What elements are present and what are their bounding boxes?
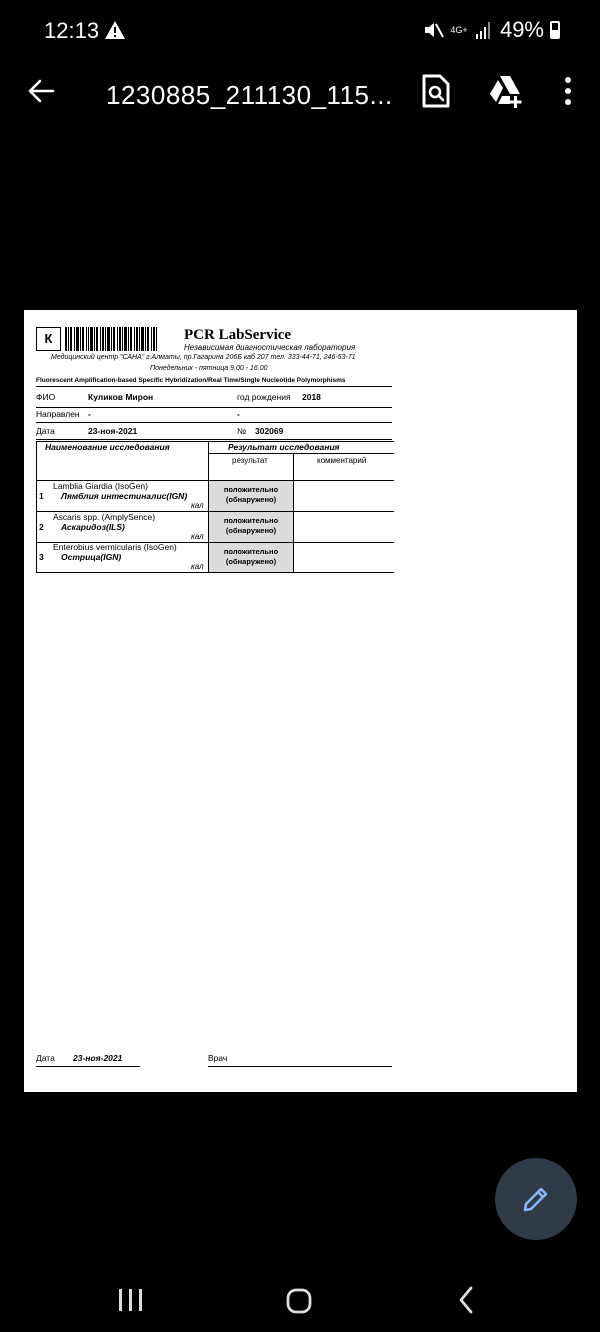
lab-address: Медицинский центр "САНА" г.Алматы, пр.Гагарина 206Б каб 207 тел. 333-44-71, 246-53-71 <box>51 354 356 361</box>
birth-label: год рождения <box>237 392 291 402</box>
referred-label: Направлен <box>36 409 80 419</box>
divider <box>36 407 392 408</box>
network-type: 4G+ <box>450 24 468 35</box>
barcode-image <box>65 327 157 351</box>
row-1-name: Lamblia Giardia (IsoGen) <box>53 481 148 491</box>
birth-value: 2018 <box>302 392 321 402</box>
col-test-header: Наименование исследования <box>45 442 170 452</box>
signal-icon <box>474 20 494 40</box>
row-3-result: положительно (обнаружено) <box>209 543 293 572</box>
divider <box>36 422 392 423</box>
document-page[interactable] <box>24 310 577 1092</box>
row-3-num: 3 <box>39 552 44 562</box>
lab-name: PCR LabService <box>184 327 292 343</box>
battery-icon <box>550 21 560 39</box>
date-label: Дата <box>36 426 55 436</box>
referred-value-2: - <box>237 409 240 419</box>
row-2-result: положительно (обнаружено) <box>209 512 293 542</box>
status-right <box>422 16 560 44</box>
row-3-name-ru: Острица(IGN) <box>61 552 122 562</box>
app-bar <box>0 60 600 124</box>
method-line: Fluorescent Amplification-based Specific Hybridization/Real Time/Single Nucleotide Polymorphisms <box>36 377 392 387</box>
col-result-header: результат <box>232 456 268 465</box>
status-bar <box>0 0 600 60</box>
find-in-page-icon[interactable] <box>420 74 452 108</box>
row-3-material: кал <box>191 562 204 571</box>
nav-back-icon[interactable] <box>458 1286 474 1314</box>
fio-value: Куликов Мирон <box>88 392 154 402</box>
referred-value: - <box>88 409 91 419</box>
footer-doctor-underline <box>208 1066 392 1067</box>
more-vert-icon[interactable] <box>558 76 578 106</box>
row-2-material: кал <box>191 532 204 541</box>
footer-date-underline <box>36 1066 140 1067</box>
battery-percent: 49% <box>499 17 544 42</box>
recent-apps-icon[interactable] <box>118 1288 144 1312</box>
row-1-material: кал <box>191 501 204 510</box>
divider <box>36 439 392 440</box>
col-result-group-header: Результат исследования <box>228 442 340 452</box>
row-2-name: Ascaris spp. (AmplySence) <box>53 512 156 522</box>
edit-fab-button[interactable] <box>495 1158 577 1240</box>
row-2-num: 2 <box>39 522 44 532</box>
home-icon[interactable] <box>286 1288 312 1314</box>
lab-subtitle: Независимая диагностическая лаборатория <box>184 343 356 352</box>
row-3-name: Enterobius vermicularis (IsoGen) <box>53 542 177 552</box>
lab-hours: Понедельник - пятница 9.00 - 16.00 <box>150 365 268 372</box>
row-1-num: 1 <box>39 491 44 501</box>
doc-letter-box: К <box>36 327 61 351</box>
mute-icon <box>422 19 444 41</box>
add-to-drive-icon[interactable] <box>488 74 524 108</box>
fio-label: ФИО <box>36 392 56 402</box>
row-1-name-ru: Лямблия интестиналис(IGN) <box>61 491 188 501</box>
status-time: 12:13 <box>44 18 100 43</box>
col-comment-header: комментарий <box>317 456 367 465</box>
footer-date-value: 23-ноя-2021 <box>73 1053 123 1063</box>
navigation-bar <box>0 1262 600 1332</box>
number-value: 302069 <box>255 426 284 436</box>
footer-date-label: Дата <box>36 1053 55 1063</box>
number-label: № <box>237 426 247 436</box>
row-2-name-ru: Аскаридоз(ILS) <box>61 522 125 532</box>
date-value: 23-ноя-2021 <box>88 426 138 436</box>
file-title: 1230885_211130_115... <box>106 80 393 110</box>
warning-icon <box>104 20 126 40</box>
footer-doctor-label: Врач <box>208 1053 228 1063</box>
row-1-result: положительно (обнаружено) <box>209 481 293 511</box>
arrow-left-icon[interactable] <box>26 76 56 106</box>
pencil-icon <box>521 1184 551 1214</box>
